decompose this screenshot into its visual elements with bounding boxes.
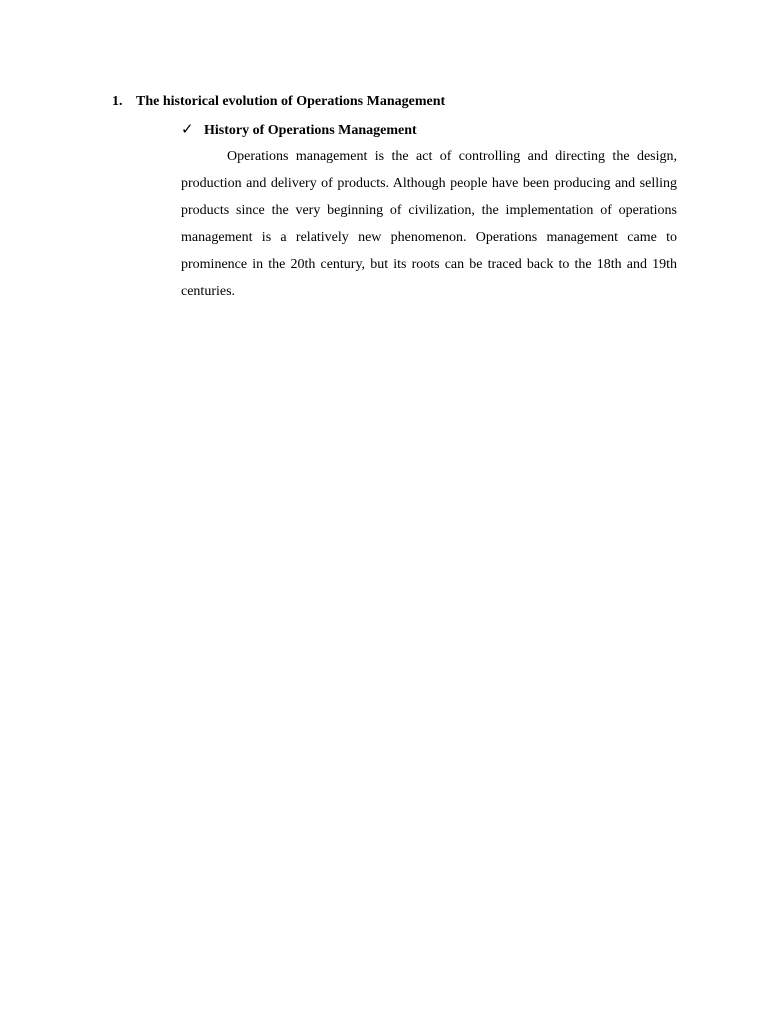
section-number: 1. [112, 94, 123, 109]
checkmark-icon: ✓ [181, 120, 194, 138]
body-paragraph: Operations management is the act of controlling and directing the design, production and delivery of products. Although people have been producing and selling products since the very beginning of civilization, the implementation of operations management is a relatively new phenomenon. Operations management came to prominence in the 20th century, but its roots can be traced back to the 18th and 19th centuries. [181, 149, 677, 299]
subsection-title: History of Operations Management [204, 123, 417, 138]
section-heading [112, 92, 445, 112]
subsection-heading [181, 119, 417, 141]
section-title: The historical evolution of Operations Management [136, 94, 446, 109]
